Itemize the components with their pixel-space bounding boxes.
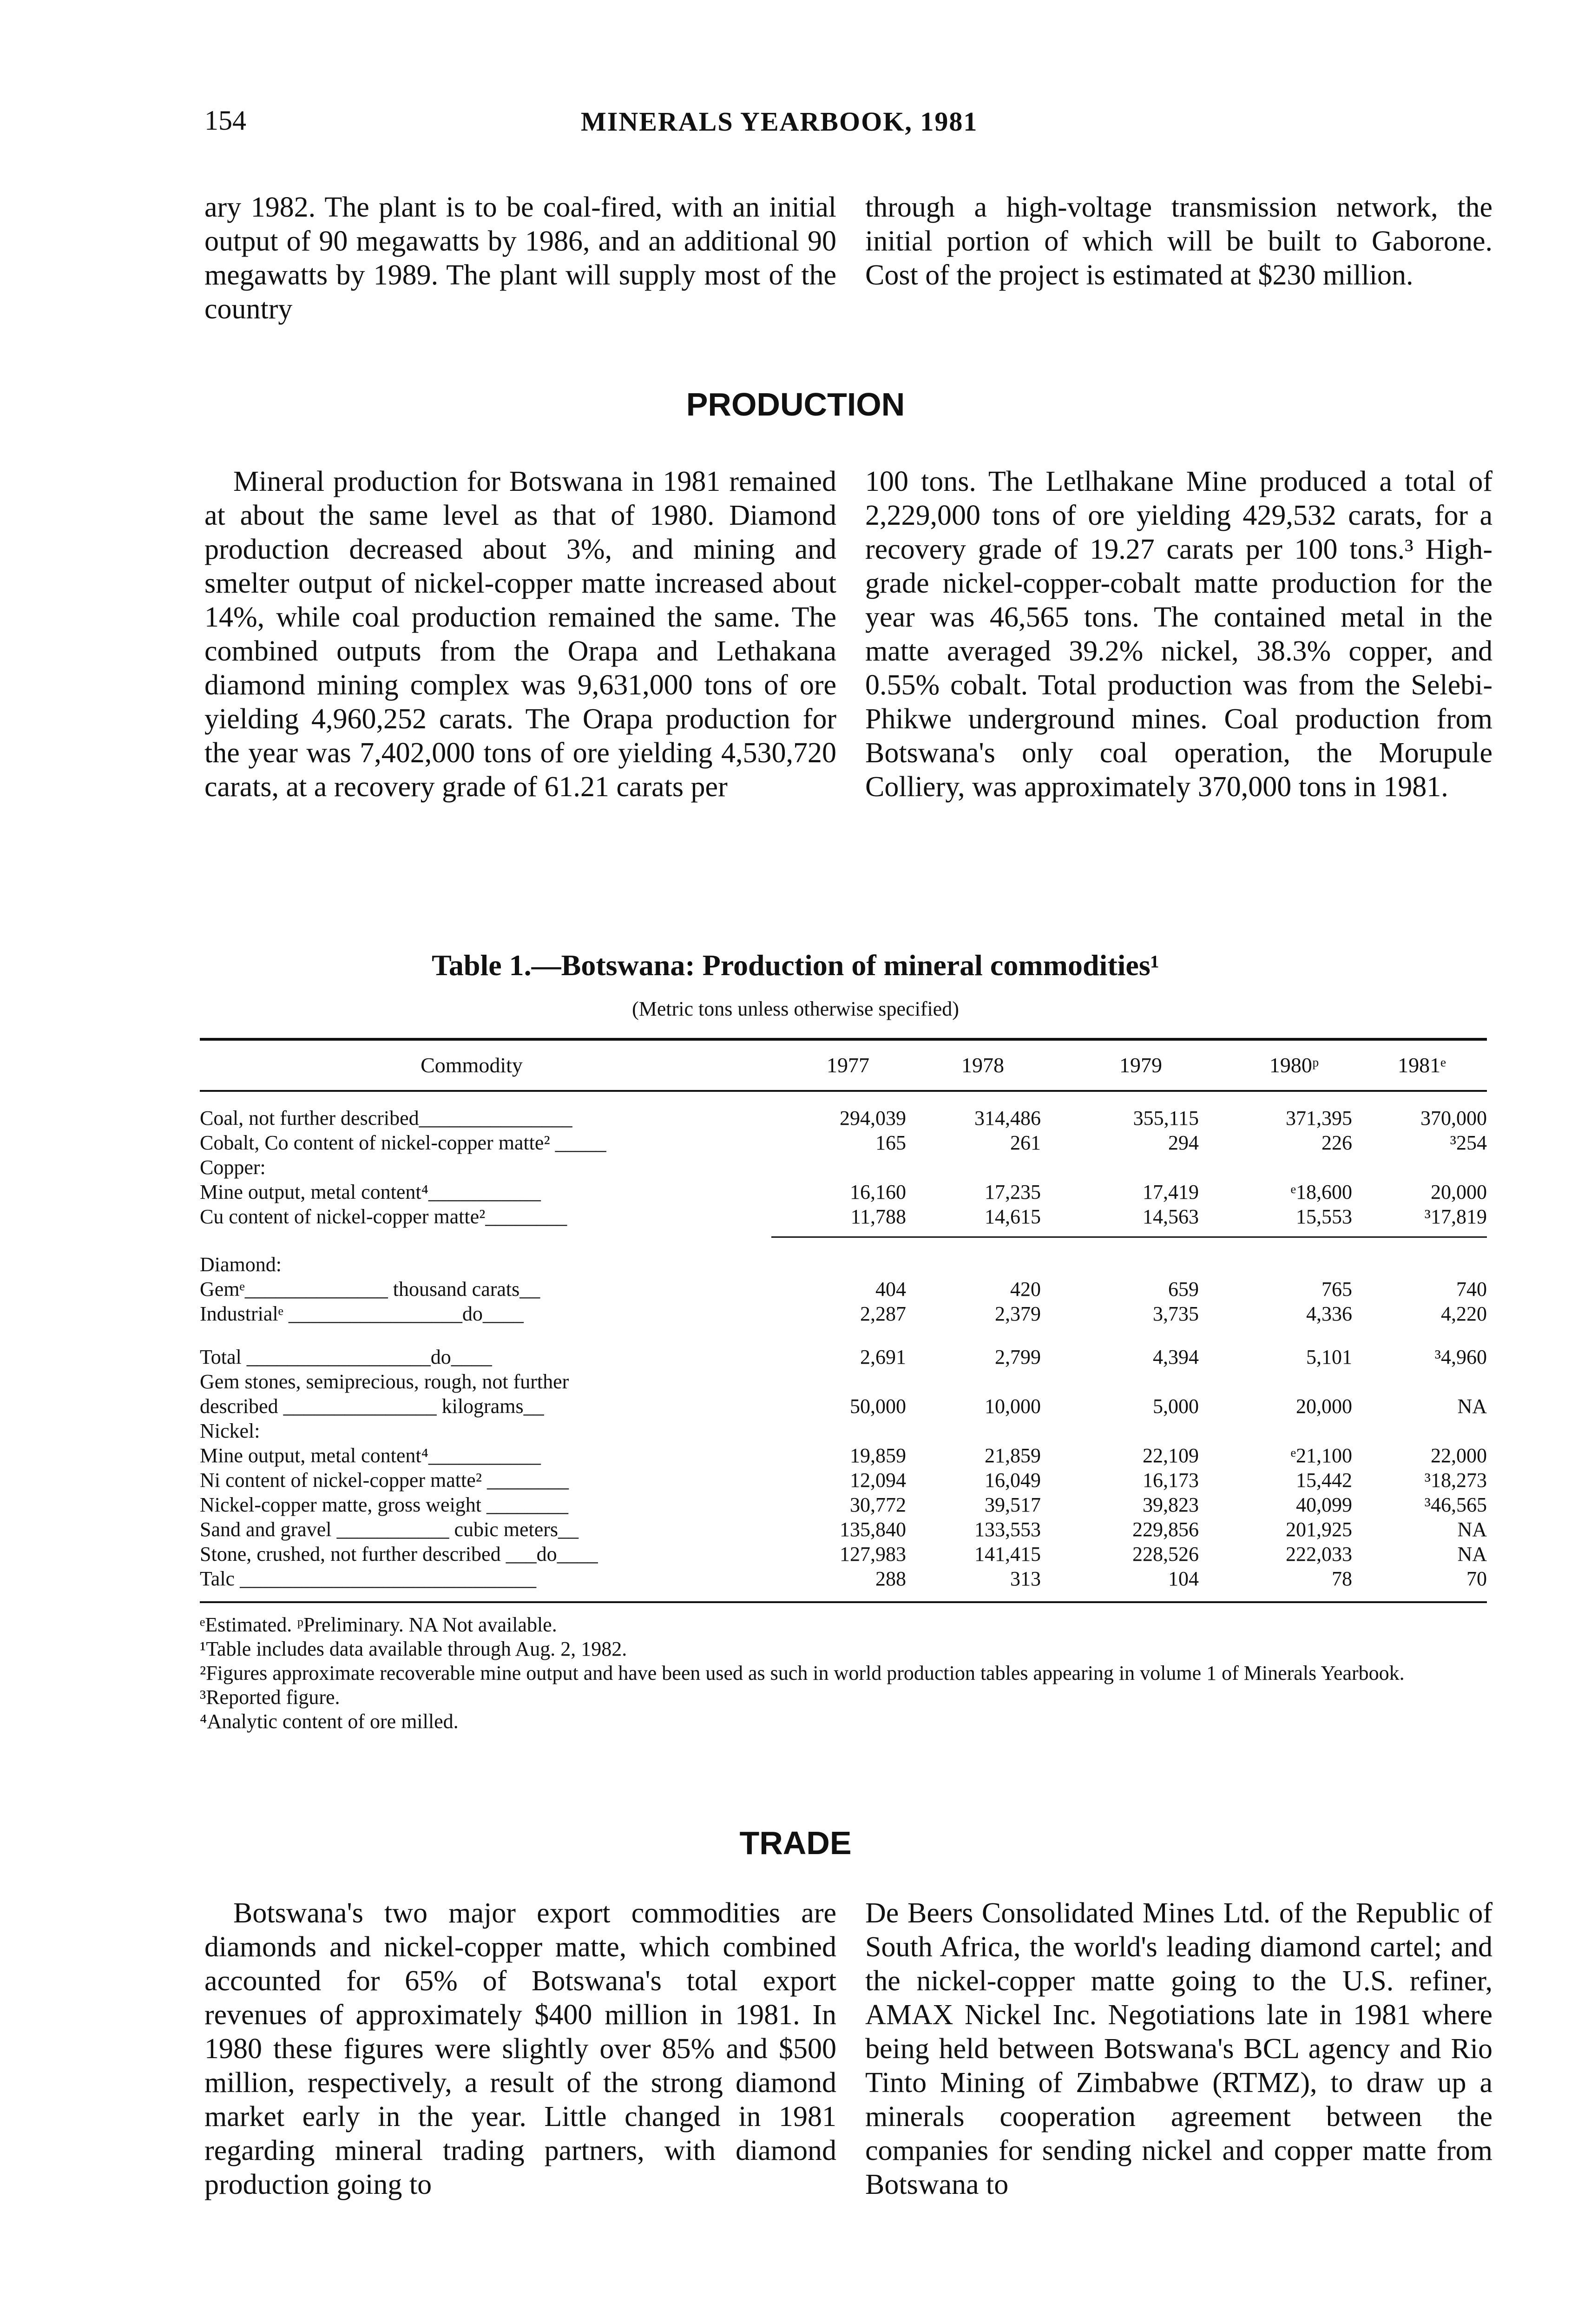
column-header: 1977 [827, 1053, 869, 1077]
value-cell: 659 [1168, 1278, 1199, 1301]
table-row [200, 1419, 1487, 1443]
value-cell: ³17,819 [1424, 1205, 1487, 1228]
footnote: ¹Table includes data available through Aug. 2, 1982. [200, 1637, 627, 1660]
column-header: 1981ᵉ [1398, 1053, 1446, 1077]
value-cell: 740 [1456, 1278, 1487, 1301]
value-cell: 288 [875, 1567, 906, 1590]
page-number: 154 [204, 105, 246, 136]
intro-right-column [865, 191, 1492, 292]
value-cell: 17,419 [1143, 1181, 1199, 1203]
table-row [200, 1106, 1487, 1130]
value-cell: 314,486 [974, 1107, 1041, 1129]
table-row [200, 1205, 1487, 1229]
commodity-cell: Total __________________do____ [200, 1346, 492, 1368]
value-cell: 40,099 [1296, 1493, 1352, 1516]
commodity-cell: Gemᵉ______________ thousand carats__ [200, 1278, 540, 1301]
value-cell: 39,823 [1143, 1493, 1199, 1516]
table-row [200, 1444, 1487, 1468]
value-cell: 22,109 [1143, 1444, 1199, 1467]
commodity-cell: Stone, crushed, not further described ___do____ [200, 1543, 598, 1565]
value-cell: 30,772 [850, 1493, 906, 1516]
value-cell: 2,287 [860, 1302, 906, 1325]
commodity-cell: Coal, not further described_______________ [200, 1107, 572, 1129]
value-cell: 229,856 [1132, 1518, 1199, 1541]
column-header: 1978 [961, 1053, 1004, 1077]
value-cell: 70 [1466, 1567, 1487, 1590]
value-cell: 104 [1168, 1567, 1199, 1590]
table-section-rule [771, 1236, 1487, 1238]
value-cell: 355,115 [1133, 1107, 1199, 1129]
value-cell: 4,394 [1153, 1346, 1199, 1368]
value-cell: 14,615 [985, 1205, 1041, 1228]
value-cell: 10,000 [985, 1395, 1041, 1418]
intro-left-column [204, 191, 836, 326]
commodity-cell: Nickel: [200, 1419, 260, 1442]
value-cell: 313 [1010, 1567, 1041, 1590]
value-cell: 21,859 [985, 1444, 1041, 1467]
value-cell: 15,553 [1296, 1205, 1352, 1228]
value-cell: 371,395 [1286, 1107, 1352, 1129]
value-cell: 16,160 [850, 1181, 906, 1203]
value-cell: 5,000 [1153, 1395, 1199, 1418]
commodity-cell: Cu content of nickel-copper matte²________ [200, 1205, 567, 1228]
trade-left-column [204, 1896, 836, 2202]
value-cell: 15,442 [1296, 1469, 1352, 1492]
value-cell: NA [1457, 1395, 1487, 1418]
production-right-text: 100 tons. The Letlhakane Mine produced a total of 2,229,000 tons of ore yielding 429,532 carats, for a recovery grade of 19.27 carats per 100 tons.³ High-grade nickel-copper-cobalt matte production for the year was 46,565 tons. The contained metal in the matte averaged 39.2% nickel, 38.3% copper, and 0.55% cobalt. Total production was from the Selebi-Phikwe underground mines. Coal production from Botswana's only coal operation, the Morupule Colliery, was approximately 370,000 tons in 1981. [865, 466, 1492, 803]
running-header: MINERALS YEARBOOK, 1981 [581, 106, 978, 137]
footnote: ²Figures approximate recoverable mine output and have been used as such in world production tables appearing in volume 1 of Minerals Yearbook. [200, 1662, 1405, 1684]
table-footnotes [200, 1613, 1487, 1734]
value-cell: 127,983 [840, 1543, 906, 1565]
value-cell: 20,000 [1296, 1395, 1352, 1418]
value-cell: 39,517 [985, 1493, 1041, 1516]
value-cell: 294 [1168, 1131, 1199, 1154]
value-cell: 14,563 [1143, 1205, 1199, 1228]
trade-left-text: Botswana's two major export commodities are diamonds and nickel-copper matte, which combined accounted for 65% of Botswana's total export revenues of approximately $400 million in 1981. In 1980 these figures were slightly over 85% and $500 million, respectively, a result of the strong diamond market early in the year. Little changed in 1981 regarding mineral trading partners, with diamond production going to [204, 1897, 836, 2200]
trade-right-column [865, 1896, 1492, 2202]
value-cell: 16,049 [985, 1469, 1041, 1492]
value-cell: ³4,960 [1434, 1346, 1487, 1368]
value-cell: 228,526 [1132, 1543, 1199, 1565]
intro-left-text: ary 1982. The plant is to be coal-fired, with an initial output of 90 megawatts by 1986, and an additional 90 megawatts by 1989. The plant will supply most of the country [204, 191, 836, 325]
value-cell: 165 [875, 1131, 906, 1154]
trade-right-text: De Beers Consolidated Mines Ltd. of the Republic of South Africa, the world's leading diamond cartel; and the nickel-copper matte going to the U.S. refiner, AMAX Nickel Inc. Negotiations late in 1981 where being held between Botswana's BCL agency and Rio Tinto Mining of Zimbabwe (RTMZ), to draw up a minerals cooperation agreement between the companies for sending nickel and copper matte from Botswana to [865, 1897, 1492, 2200]
value-cell: 2,691 [860, 1346, 906, 1368]
value-cell: ³254 [1450, 1131, 1487, 1154]
production-heading: PRODUCTION [686, 386, 905, 423]
value-cell: 2,799 [995, 1346, 1041, 1368]
value-cell: ᵉ18,600 [1290, 1181, 1352, 1203]
intro-right-text: through a high-voltage transmission network, the initial portion of which will be built to Gaborone. Cost of the project is estimated at $230 million. [865, 191, 1492, 291]
commodity-cell: Talc _____________________________ [200, 1567, 537, 1590]
table-row [200, 1155, 1487, 1180]
commodity-cell: Diamond: [200, 1253, 282, 1276]
value-cell: 4,220 [1441, 1302, 1487, 1325]
table-row [200, 1394, 1487, 1419]
value-cell: 135,840 [840, 1518, 906, 1541]
value-cell: ³46,565 [1424, 1493, 1487, 1516]
value-cell: 5,101 [1306, 1346, 1352, 1368]
commodity-cell: Mine output, metal content⁴___________ [200, 1181, 541, 1203]
value-cell: 765 [1321, 1278, 1352, 1301]
column-header: 1979 [1119, 1053, 1162, 1077]
table-row [200, 1542, 1487, 1566]
table-row [200, 1518, 1487, 1542]
table-bottom-rule [200, 1601, 1487, 1603]
table-row [200, 1567, 1487, 1591]
commodity-cell: Gem stones, semiprecious, rough, not further [200, 1370, 569, 1393]
table-top-rule [200, 1038, 1487, 1041]
value-cell: 222,033 [1286, 1543, 1352, 1565]
value-cell: ³18,273 [1424, 1469, 1487, 1492]
trade-heading: TRADE [739, 1825, 852, 1861]
production-left-text: Mineral production for Botswana in 1981 remained at about the same level as that of 1980. Diamond production decreased about 3%, and mining and smelter output of nickel-copper matte increased about 14%, while coal production remained the same. The combined outputs from the Orapa and Lethakana diamond mining complex was 9,631,000 tons of ore yielding 4,960,252 carats. The Orapa production for the year was 7,402,000 tons of ore yielding 4,530,720 carats, at a recovery grade of 61.21 carats per [204, 466, 836, 803]
commodity-cell: Mine output, metal content⁴___________ [200, 1444, 541, 1467]
commodity-cell: Copper: [200, 1156, 266, 1179]
column-header: 1980ᵖ [1269, 1053, 1319, 1077]
table-row [200, 1493, 1487, 1517]
commodity-cell: Industrialᵉ _________________do____ [200, 1302, 524, 1325]
table-row [200, 1345, 1487, 1369]
value-cell: 201,925 [1286, 1518, 1352, 1541]
table-row [200, 1370, 1487, 1394]
value-cell: ᵉ21,100 [1290, 1444, 1352, 1467]
column-header: Commodity [421, 1053, 523, 1077]
commodity-cell: Sand and gravel ___________ cubic meters__ [200, 1518, 579, 1541]
table-title: Table 1.—Botswana: Production of mineral commodities¹ [432, 949, 1159, 982]
table-row [200, 1302, 1487, 1326]
value-cell: 261 [1010, 1131, 1041, 1154]
table-row [200, 1131, 1487, 1155]
value-cell: 50,000 [850, 1395, 906, 1418]
commodity-cell: described _______________ kilograms__ [200, 1395, 544, 1418]
footnote: ᵉEstimated. ᵖPreliminary. NA Not available. [200, 1613, 557, 1636]
footnote: ³Reported figure. [200, 1686, 340, 1709]
production-right-column [865, 465, 1492, 804]
value-cell: 22,000 [1431, 1444, 1487, 1467]
value-cell: NA [1457, 1543, 1487, 1565]
value-cell: 141,415 [974, 1543, 1041, 1565]
table-header-rule [200, 1090, 1487, 1092]
value-cell: 17,235 [985, 1181, 1041, 1203]
table-row [200, 1277, 1487, 1301]
value-cell: 3,735 [1153, 1302, 1199, 1325]
commodity-cell: Ni content of nickel-copper matte² ________ [200, 1469, 569, 1492]
value-cell: 78 [1332, 1567, 1352, 1590]
value-cell: 420 [1010, 1278, 1041, 1301]
production-left-column [204, 465, 836, 804]
value-cell: 16,173 [1143, 1469, 1199, 1492]
value-cell: 404 [875, 1278, 906, 1301]
value-cell: NA [1457, 1518, 1487, 1541]
commodity-cell: Cobalt, Co content of nickel-copper matte² _____ [200, 1131, 606, 1154]
value-cell: 19,859 [850, 1444, 906, 1467]
footnote: ⁴Analytic content of ore milled. [200, 1710, 459, 1733]
value-cell: 294,039 [840, 1107, 906, 1129]
value-cell: 4,336 [1306, 1302, 1352, 1325]
value-cell: 226 [1321, 1131, 1352, 1154]
value-cell: 370,000 [1420, 1107, 1487, 1129]
table-row [200, 1253, 1487, 1277]
commodity-cell: Nickel-copper matte, gross weight ________ [200, 1493, 569, 1516]
table-row [200, 1180, 1487, 1204]
value-cell: 12,094 [850, 1469, 906, 1492]
value-cell: 133,553 [974, 1518, 1041, 1541]
table-row [200, 1468, 1487, 1492]
value-cell: 11,788 [850, 1205, 906, 1228]
table-subtitle: (Metric tons unless otherwise specified) [632, 997, 959, 1020]
value-cell: 20,000 [1431, 1181, 1487, 1203]
value-cell: 2,379 [995, 1302, 1041, 1325]
